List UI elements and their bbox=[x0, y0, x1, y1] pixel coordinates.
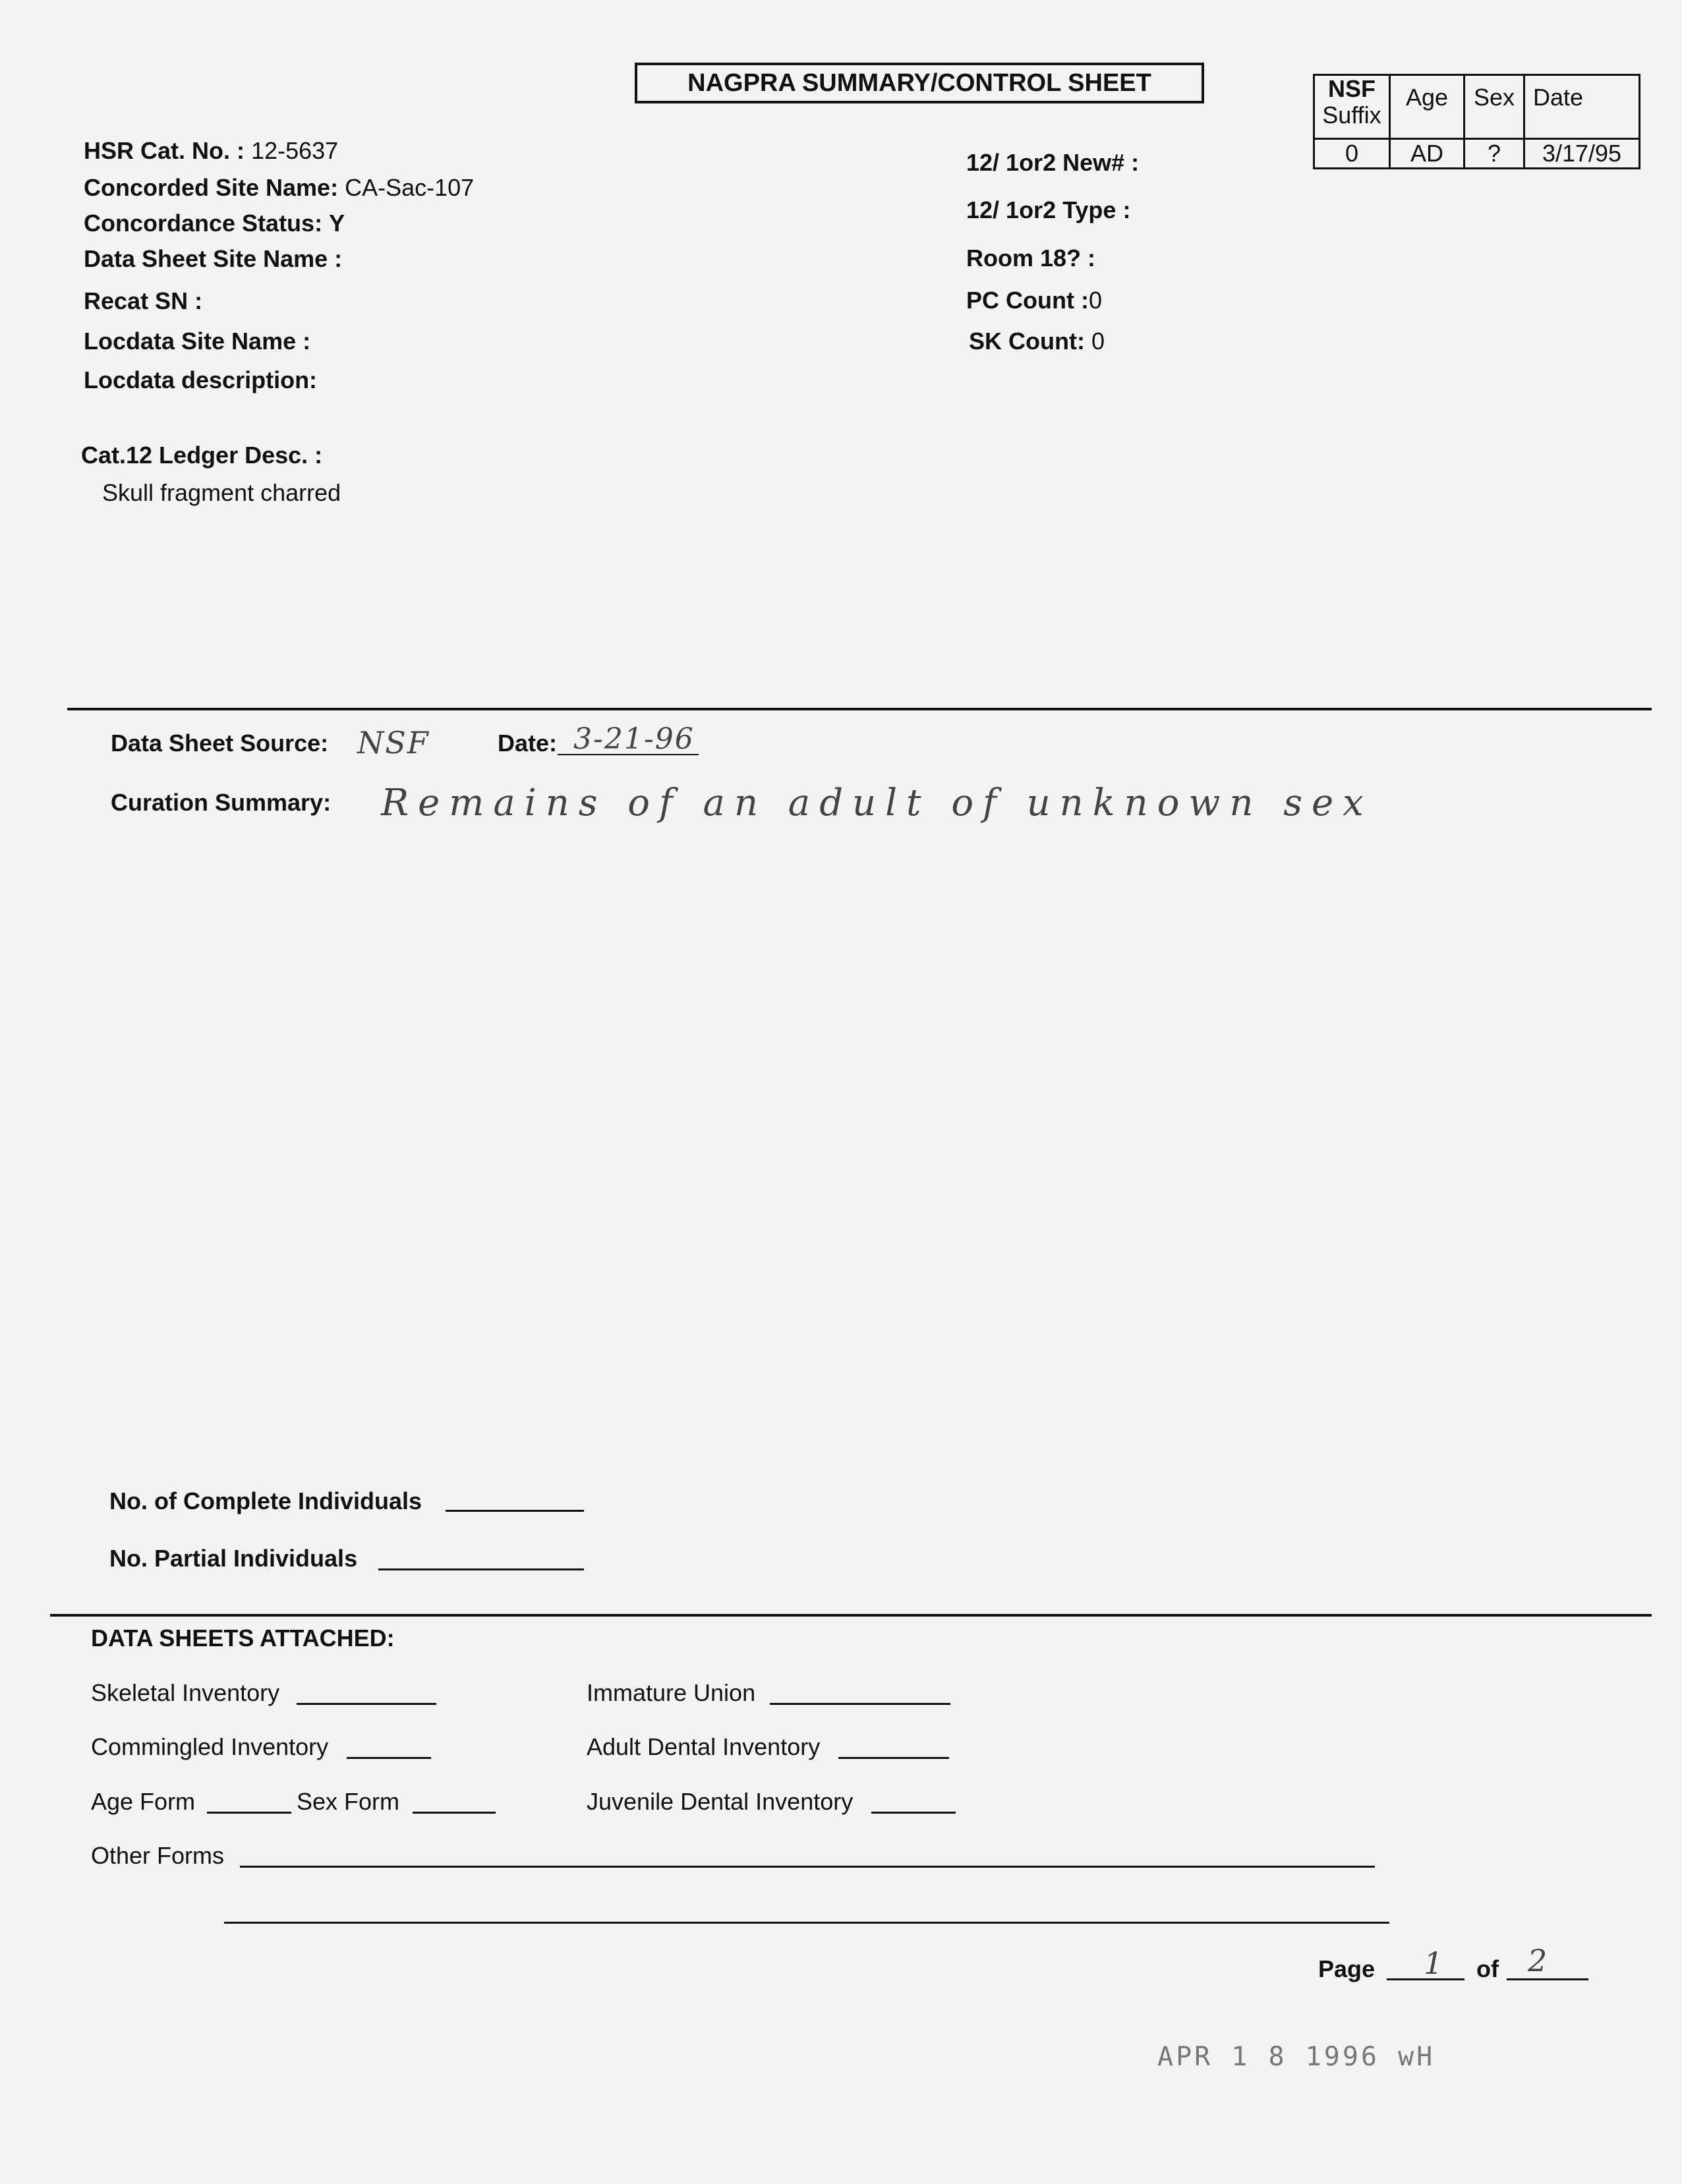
page-total-line bbox=[1507, 1978, 1588, 1980]
curation-summary-value: Remains of an adult of unknown sex bbox=[381, 782, 1373, 824]
cell-age: AD bbox=[1390, 139, 1464, 169]
data-sheet-source-label: Data Sheet Source: bbox=[111, 730, 329, 757]
partial-individuals-label: No. Partial Individuals bbox=[109, 1545, 358, 1572]
header-nsf-suffix bbox=[1314, 75, 1390, 139]
hsr-cat-label: HSR Cat. No. : bbox=[84, 137, 245, 164]
curation-summary-label: Curation Summary: bbox=[111, 789, 332, 816]
section-divider-top bbox=[67, 708, 1652, 710]
data-sheet-site-label: Data Sheet Site Name : bbox=[84, 245, 343, 272]
cell-nsf-suffix: 0 bbox=[1314, 139, 1390, 169]
locdata-site-label: Locdata Site Name : bbox=[84, 328, 311, 355]
locdata-desc-label: Locdata description: bbox=[84, 366, 318, 393]
header-suffix-label: Suffix bbox=[1322, 101, 1381, 129]
hsr-cat-value: 12-5637 bbox=[251, 137, 339, 164]
new-number-label: 12/ 1or2 New# : bbox=[966, 149, 1140, 176]
pc-count-value: 0 bbox=[1088, 287, 1102, 314]
section-divider-bottom bbox=[50, 1614, 1652, 1617]
type-label: 12/ 1or2 Type : bbox=[966, 196, 1131, 223]
other-forms-line-1 bbox=[240, 1866, 1375, 1868]
age-form-line bbox=[207, 1812, 291, 1814]
sex-form-label: Sex Form bbox=[297, 1788, 400, 1815]
skeletal-inventory-label: Skeletal Inventory bbox=[91, 1679, 280, 1706]
page-title: NAGPRA SUMMARY/CONTROL SHEET bbox=[635, 63, 1204, 103]
pc-count-row bbox=[966, 287, 1102, 314]
header-age: Age bbox=[1390, 75, 1464, 139]
cell-date: 3/17/95 bbox=[1524, 139, 1640, 169]
pc-count-label: PC Count : bbox=[966, 287, 1089, 314]
recat-label: Recat SN : bbox=[84, 287, 203, 314]
sk-count-row bbox=[969, 328, 1105, 355]
immature-union-line bbox=[770, 1703, 950, 1705]
concordance-label: Concordance Status: bbox=[84, 210, 323, 237]
concorded-label: Concorded Site Name: bbox=[84, 174, 339, 201]
header-sex: Sex bbox=[1464, 75, 1524, 139]
other-forms-label: Other Forms bbox=[91, 1842, 225, 1869]
juvenile-dental-inventory-line bbox=[871, 1812, 956, 1814]
concorded-row bbox=[84, 174, 474, 202]
adult-dental-inventory-line bbox=[838, 1757, 949, 1759]
received-date-stamp: APR 1 8 1996 wH bbox=[1157, 2042, 1436, 2072]
complete-individuals-label: No. of Complete Individuals bbox=[109, 1487, 422, 1514]
partial-individuals-line bbox=[378, 1568, 584, 1570]
sk-count-label: SK Count: bbox=[969, 328, 1085, 355]
cell-sex: ? bbox=[1464, 139, 1524, 169]
age-form-label: Age Form bbox=[91, 1788, 196, 1815]
ledger-value: Skull fragment charred bbox=[102, 479, 341, 506]
other-forms-line-2 bbox=[224, 1922, 1389, 1924]
skeletal-inventory-line bbox=[297, 1703, 436, 1705]
juvenile-dental-inventory-label: Juvenile Dental Inventory bbox=[587, 1788, 854, 1815]
summary-table bbox=[1313, 74, 1640, 169]
complete-individuals-line bbox=[446, 1510, 584, 1512]
curation-date-value: 3-21-96 bbox=[573, 722, 695, 756]
header-date: Date bbox=[1524, 75, 1640, 139]
sex-form-line bbox=[413, 1812, 496, 1814]
attached-heading: DATA SHEETS ATTACHED: bbox=[91, 1624, 395, 1652]
immature-union-label: Immature Union bbox=[587, 1679, 756, 1706]
concordance-row bbox=[84, 210, 345, 237]
adult-dental-inventory-label: Adult Dental Inventory bbox=[587, 1733, 821, 1760]
curation-date-label: Date: bbox=[498, 730, 558, 757]
page-total-value: 2 bbox=[1528, 1943, 1549, 1978]
ledger-label: Cat.12 Ledger Desc. : bbox=[81, 442, 323, 469]
page-of-label: of bbox=[1476, 1955, 1499, 1982]
commingled-inventory-line bbox=[347, 1757, 431, 1759]
data-sheet-source-value: NSF bbox=[357, 725, 430, 761]
header-nsf-label: NSF bbox=[1328, 75, 1376, 102]
room-label: Room 18? : bbox=[966, 244, 1096, 272]
page-number-value: 1 bbox=[1424, 1945, 1445, 1981]
commingled-inventory-label: Commingled Inventory bbox=[91, 1733, 329, 1760]
concorded-value: CA-Sac-107 bbox=[345, 174, 475, 201]
page-label: Page bbox=[1318, 1955, 1376, 1982]
sk-count-value: 0 bbox=[1091, 328, 1105, 355]
hsr-cat-row bbox=[84, 137, 338, 165]
concordance-value: Y bbox=[329, 210, 345, 237]
